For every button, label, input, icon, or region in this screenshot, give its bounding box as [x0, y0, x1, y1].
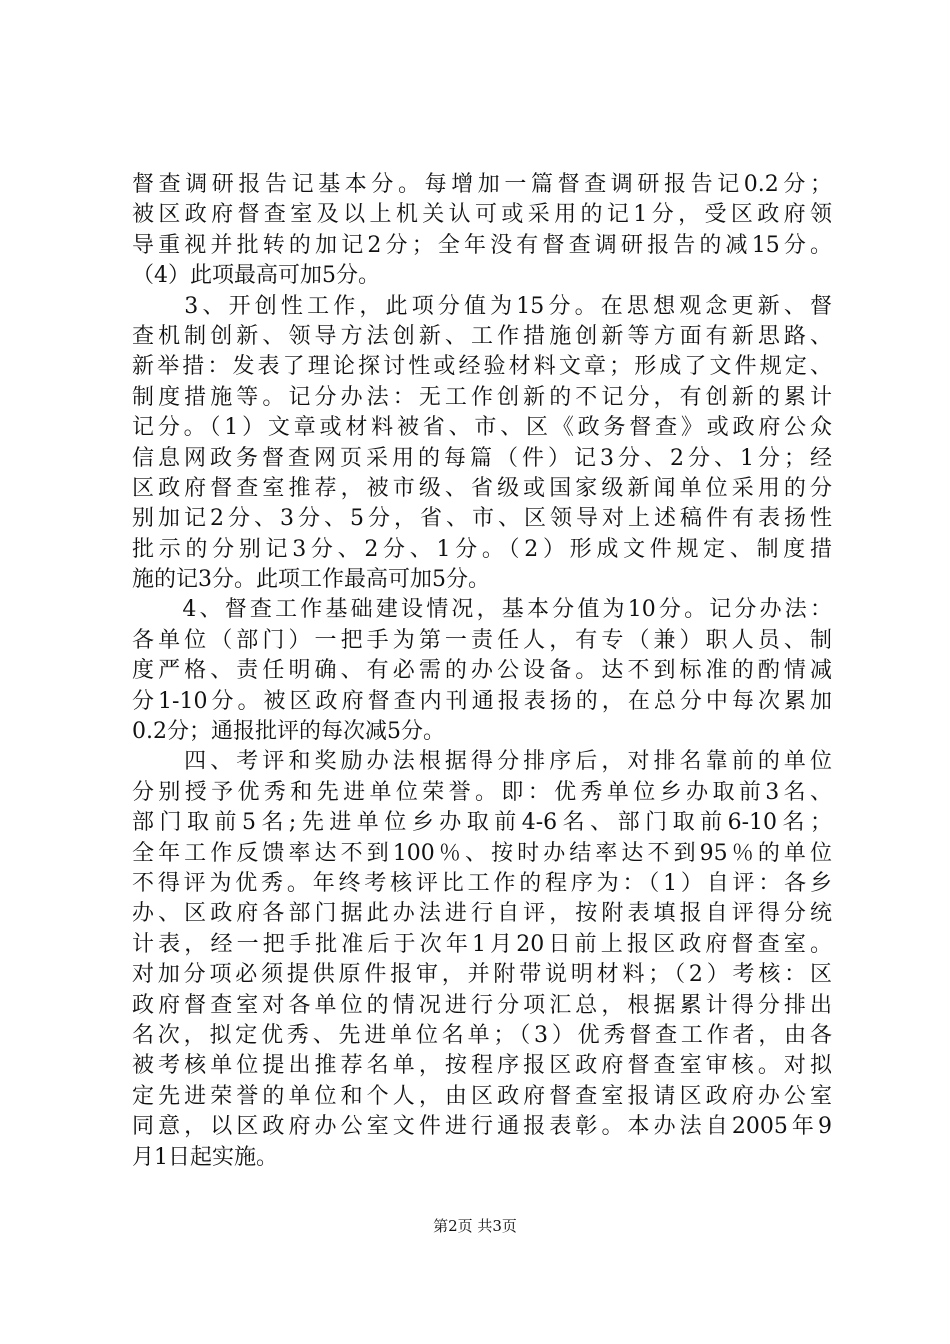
text-line: 计表，经一把手批准后于次年1月20日前上报区政府督查室。	[132, 931, 832, 957]
document-body	[132, 170, 832, 1173]
text-line: 各单位（部门）一把手为第一责任人，有专（兼）职人员、制	[132, 627, 832, 653]
text-line: 被考核单位提出推荐名单，按程序报区政府督查室审核。对拟	[132, 1053, 832, 1079]
text-line: 部门取前5名;先进单位乡办取前4-6名、部门取前6-10名；	[132, 810, 832, 836]
text-line: 月1日起实施。	[132, 1144, 278, 1170]
text-line: 0.2分；通报批评的每次减5分。	[132, 719, 445, 745]
text-line: 记分。（1）文章或材料被省、市、区《政务督查》或政府公众	[132, 415, 832, 441]
page-footer	[0, 1216, 950, 1236]
text-line: 施的记3分。此项工作最高可加5分。	[132, 567, 490, 593]
text-line: 制度措施等。记分办法：无工作创新的不记分，有创新的累计	[132, 384, 832, 410]
text-line: 4、督查工作基础建设情况，基本分值为10分。记分办法：	[132, 597, 832, 623]
text-line: 同意，以区政府办公室文件进行通报表彰。本办法自2005年9	[132, 1114, 832, 1140]
text-line: 政府督查室对各单位的情况进行分项汇总，根据累计得分排出	[132, 992, 832, 1018]
text-line: 办、区政府各部门据此办法进行自评，按附表填报自评得分统	[132, 901, 832, 927]
text-line: 分1-10分。被区政府督查内刊通报表扬的，在总分中每次累加	[132, 688, 832, 714]
text-line: 区政府督查室推荐，被市级、省级或国家级新闻单位采用的分	[132, 475, 832, 501]
text-line: 导重视并批转的加记2分；全年没有督查调研报告的减15分。	[132, 232, 832, 258]
text-line: 信息网政务督查网页采用的每篇（件）记3分、2分、1分；经	[132, 445, 832, 471]
text-line: 对加分项必须提供原件报审，并附带说明材料；（2）考核：区	[132, 962, 832, 988]
page-number-label: 第2页 共3页	[433, 1217, 517, 1235]
text-line: 不得评为优秀。年终考核评比工作的程序为：（1）自评：各乡	[132, 870, 832, 896]
text-line: 四、考评和奖励办法根据得分排序后，对排名靠前的单位	[132, 749, 832, 775]
text-line: 分别授予优秀和先进单位荣誉。即：优秀单位乡办取前3名、	[132, 779, 832, 805]
text-line: 被区政府督查室及以上机关认可或采用的记1分，受区政府领	[132, 202, 832, 228]
text-line: 批示的分别记3分、2分、1分。（2）形成文件规定、制度措	[132, 536, 832, 562]
text-line: 定先进荣誉的单位和个人，由区政府督查室报请区政府办公室	[132, 1083, 832, 1109]
text-line: 度严格、责任明确、有必需的办公设备。达不到标准的酌情减	[132, 658, 832, 684]
text-line: 别加记2分、3分、5分，省、市、区领导对上述稿件有表扬性	[132, 506, 832, 532]
text-line: 查机制创新、领导方法创新、工作措施创新等方面有新思路、	[132, 323, 832, 349]
text-line: 名次，拟定优秀、先进单位名单；（3）优秀督查工作者，由各	[132, 1022, 832, 1048]
text-line: 督查调研报告记基本分。每增加一篇督查调研报告记0.2分；	[132, 172, 832, 197]
text-line: 新举措：发表了理论探讨性或经验材料文章；形成了文件规定、	[132, 354, 832, 380]
text-line: 3、开创性工作，此项分值为15分。在思想观念更新、督	[132, 293, 832, 319]
text-line: （4）此项最高可加5分。	[132, 263, 380, 289]
text-line: 全年工作反馈率达不到100％、按时办结率达不到95％的单位	[132, 840, 832, 866]
